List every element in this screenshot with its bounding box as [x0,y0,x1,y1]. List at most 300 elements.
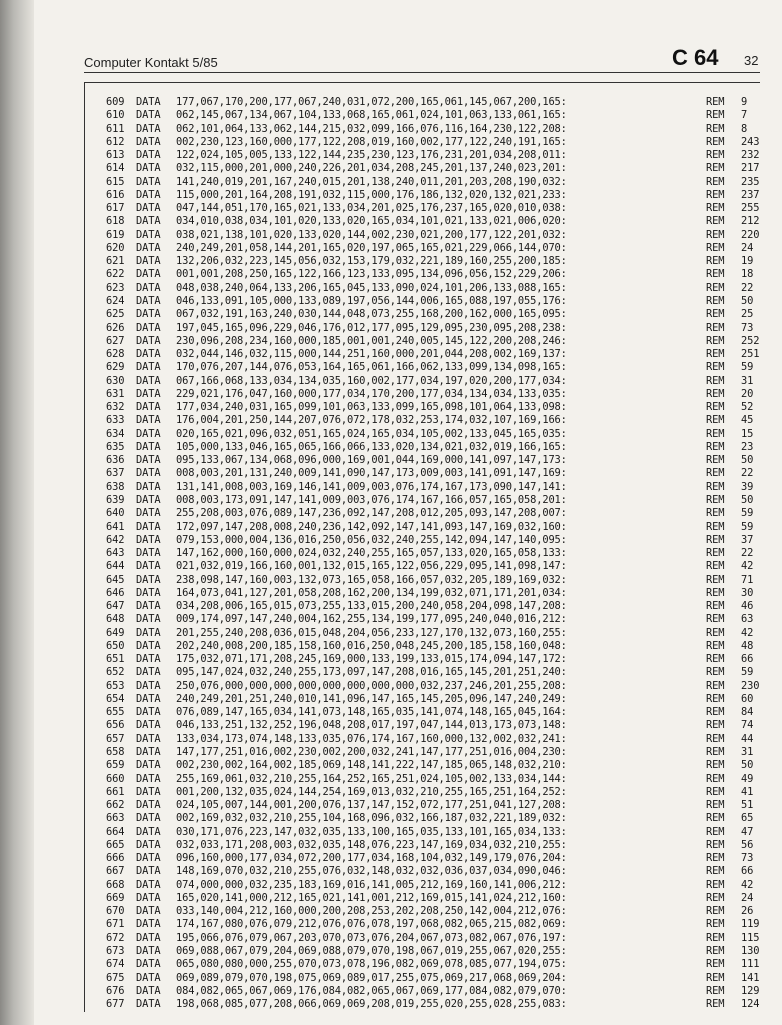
data-values: 177,034,240,031,165,099,101,063,133,099,165,098,101,064,133,098: [176,401,567,414]
data-keyword: DATA [136,891,161,904]
data-keyword: DATA [136,135,161,148]
line-number: 646 [106,586,125,599]
line-number: 635 [106,440,125,453]
checksum: 252 [741,334,760,347]
data-keyword: DATA [136,348,161,361]
line-number: 634 [106,427,125,440]
line-number: 650 [106,639,125,652]
checksum: 47 [741,825,754,838]
rem-keyword: REM [706,852,725,865]
line-number: 670 [106,905,125,918]
data-keyword: DATA [136,666,161,679]
data-keyword: DATA [136,454,161,467]
checksum: 59 [741,666,754,679]
data-values: 095,133,067,134,068,096,000,169,001,044,169,000,141,097,147,173: [176,454,567,467]
listing-row [106,812,756,825]
line-number: 669 [106,891,125,904]
line-number: 653 [106,679,125,692]
checksum: 24 [741,891,754,904]
checksum: 25 [741,308,754,321]
checksum: 19 [741,255,754,268]
data-keyword: DATA [136,361,161,374]
data-values: 229,021,176,047,160,000,177,034,170,200,177,034,134,034,133,035: [176,387,567,400]
listing-row [106,109,756,122]
rem-keyword: REM [706,547,725,560]
rem-keyword: REM [706,321,725,334]
data-keyword: DATA [136,958,161,971]
page-number: 32 [744,53,759,68]
line-number: 660 [106,772,125,785]
data-values: 095,147,024,032,240,255,173,097,147,208,016,165,145,201,251,240: [176,666,567,679]
data-keyword: DATA [136,905,161,918]
listing-row [106,334,760,348]
rem-keyword: REM [706,202,725,215]
data-keyword: DATA [136,401,161,414]
checksum: 30 [741,586,754,599]
line-number: 662 [106,799,125,812]
data-values: 065,080,080,000,255,070,073,078,196,082,069,078,085,077,194,075: [176,958,567,971]
data-values: 202,240,008,200,185,158,160,016,250,048,245,200,185,158,160,048: [176,639,567,652]
checksum: 66 [741,865,754,878]
checksum: 129 [741,984,760,997]
checksum: 111 [741,958,760,971]
line-number: 618 [106,215,125,228]
rem-keyword: REM [706,414,725,427]
data-values: 002,230,002,164,002,185,069,148,141,222,147,185,065,148,032,210: [176,759,567,772]
line-number: 610 [106,109,125,122]
listing-row [106,375,756,388]
listing-row [106,228,760,242]
checksum: 65 [741,812,754,825]
rem-keyword: REM [706,945,725,957]
rem-keyword: REM [706,600,725,613]
listing-row [106,600,756,613]
data-keyword: DATA [136,586,161,599]
listing-row [106,574,756,587]
section-label: C 64 [672,45,719,70]
listing-row [106,799,756,812]
rem-keyword: REM [706,507,725,520]
data-values: 021,032,019,166,160,001,132,015,165,122,056,229,095,141,098,147: [176,560,567,573]
data-keyword: DATA [136,918,161,931]
checksum: 59 [741,361,754,374]
listing-row [106,494,756,507]
line-number: 671 [106,918,125,931]
checksum: 217 [741,162,760,175]
listing-row [106,188,760,202]
data-keyword: DATA [136,241,161,254]
data-keyword: DATA [136,785,161,798]
line-number: 672 [106,931,125,944]
data-keyword: DATA [136,573,161,586]
data-keyword: DATA [136,719,161,732]
listing-row [106,467,756,480]
checksum: 60 [741,692,754,705]
data-keyword: DATA [136,202,161,215]
page-header [84,45,764,73]
checksum: 18 [741,268,754,281]
listing-row [106,879,756,892]
rem-keyword: REM [706,387,725,400]
rem-keyword: REM [706,692,725,705]
line-number: 658 [106,746,125,759]
data-keyword: DATA [136,387,161,400]
listing-row [106,746,756,759]
rem-keyword: REM [706,878,725,891]
line-number: 627 [106,334,125,347]
data-values: 165,020,141,000,212,165,021,141,001,212,169,015,141,024,212,160: [176,891,567,904]
checksum: 251 [741,348,760,361]
checksum: 243 [741,135,760,148]
rem-keyword: REM [706,732,725,745]
data-values: 198,068,085,077,208,066,069,069,208,019,255,020,255,028,255,083: [176,998,567,1011]
listing-row [106,255,756,268]
rem-keyword: REM [706,838,725,851]
checksum: 7 [741,109,748,122]
rem-keyword: REM [706,905,725,918]
data-keyword: DATA [136,971,161,984]
rem-keyword: REM [706,454,725,467]
listing-row [106,693,756,706]
data-values: 074,000,000,032,235,183,169,016,141,005,212,169,160,141,006,212: [176,878,567,891]
rem-keyword: REM [706,268,725,281]
data-keyword: DATA [136,825,161,838]
rem-keyword: REM [706,228,725,241]
data-values: 069,089,079,070,198,075,069,089,017,255,075,069,217,068,069,204: [176,971,567,984]
checksum: 56 [741,838,754,851]
line-number: 654 [106,692,125,705]
data-values: 001,200,132,035,024,144,254,169,013,032,210,255,165,251,164,252: [176,785,567,798]
line-number: 639 [106,493,125,506]
data-keyword: DATA [136,799,161,812]
data-keyword: DATA [136,374,161,387]
rem-keyword: REM [706,96,725,108]
line-number: 616 [106,188,125,201]
data-keyword: DATA [136,255,161,268]
data-keyword: DATA [136,268,161,281]
data-keyword: DATA [136,480,161,493]
rem-keyword: REM [706,971,725,984]
data-keyword: DATA [136,440,161,453]
data-values: 032,033,171,208,003,032,035,148,076,223,147,169,034,032,210,255: [176,838,567,851]
rem-keyword: REM [706,467,725,480]
listing-row [106,984,760,998]
checksum: 46 [741,600,754,613]
line-number: 640 [106,507,125,520]
data-values: 170,076,207,144,076,053,164,165,061,166,062,133,099,134,098,165: [176,361,567,374]
rem-keyword: REM [706,149,725,162]
line-number: 624 [106,294,125,307]
data-values: 176,004,201,250,144,207,076,072,178,032,253,174,032,107,169,166: [176,414,567,427]
data-values: 076,089,147,165,034,141,073,148,165,035,141,074,148,165,045,164: [176,706,567,719]
checksum: 119 [741,918,760,931]
page-binding-shadow [0,0,34,1025]
data-values: 255,208,003,076,089,147,236,092,147,208,012,205,093,147,208,007: [176,507,567,520]
line-number: 614 [106,162,125,175]
data-values: 033,140,004,212,160,000,200,208,253,202,208,250,142,004,212,076: [176,905,567,918]
data-values: 032,115,000,201,000,240,226,201,034,208,245,201,137,240,023,201: [176,162,567,175]
data-keyword: DATA [136,706,161,719]
checksum: 42 [741,626,754,639]
data-keyword: DATA [136,96,161,108]
data-keyword: DATA [136,692,161,705]
data-keyword: DATA [136,613,161,626]
data-keyword: DATA [136,732,161,745]
line-number: 621 [106,255,125,268]
data-values: 164,073,041,127,201,058,208,162,200,134,199,032,071,171,201,034: [176,586,567,599]
listing-row [106,998,760,1011]
data-keyword: DATA [136,865,161,878]
data-keyword: DATA [136,321,161,334]
checksum: 230 [741,679,760,692]
checksum: 220 [741,228,760,241]
data-values: 062,145,067,134,067,104,133,068,165,061,024,101,063,133,061,165: [176,109,567,122]
line-number: 675 [106,971,125,984]
listing-row [106,242,756,255]
checksum: 31 [741,374,754,387]
rem-keyword: REM [706,480,725,493]
checksum: 26 [741,905,754,918]
data-keyword: DATA [136,626,161,639]
rem-keyword: REM [706,706,725,719]
line-number: 674 [106,958,125,971]
data-values: 079,153,000,004,136,016,250,056,032,240,255,142,094,147,140,095: [176,533,567,546]
line-number: 644 [106,560,125,573]
data-keyword: DATA [136,759,161,772]
line-number: 619 [106,228,125,241]
line-number: 659 [106,759,125,772]
header-rule [84,72,760,73]
listing-row [106,640,756,653]
listing-row [106,892,756,905]
data-values: 047,144,051,170,165,021,133,034,201,025,176,237,165,020,010,038: [176,202,567,215]
checksum: 9 [741,96,748,108]
listing-row [106,786,756,799]
rem-keyword: REM [706,294,725,307]
checksum: 39 [741,480,754,493]
checksum: 8 [741,122,748,135]
listing-row [106,454,756,467]
rem-keyword: REM [706,613,725,626]
listing-row [106,839,756,852]
data-values: 201,255,240,208,036,015,048,204,056,233,127,170,132,073,160,255: [176,626,567,639]
checksum: 20 [741,387,754,400]
line-number: 615 [106,175,125,188]
data-keyword: DATA [136,308,161,321]
rem-keyword: REM [706,984,725,997]
listing-row [106,401,756,414]
rem-keyword: REM [706,188,725,201]
data-keyword: DATA [136,228,161,241]
data-keyword: DATA [136,533,161,546]
rem-keyword: REM [706,998,725,1011]
listing-row [106,918,760,931]
data-keyword: DATA [136,493,161,506]
line-number: 617 [106,202,125,215]
checksum: 115 [741,931,760,944]
data-keyword: DATA [136,109,161,122]
line-number: 636 [106,454,125,467]
listing-row [106,653,756,666]
data-keyword: DATA [136,679,161,692]
checksum: 50 [741,454,754,467]
rem-keyword: REM [706,560,725,573]
listing-row [106,971,760,985]
listing-row [106,826,756,839]
checksum: 52 [741,401,754,414]
data-keyword: DATA [136,838,161,851]
listing-row [106,441,756,454]
rem-keyword: REM [706,958,725,971]
rem-keyword: REM [706,679,725,692]
line-number: 626 [106,321,125,334]
line-number: 633 [106,414,125,427]
line-number: 643 [106,547,125,560]
data-values: 062,101,064,133,062,144,215,032,099,166,076,116,164,230,122,208: [176,122,567,135]
checksum: 50 [741,493,754,506]
data-values: 096,160,000,177,034,072,200,177,034,168,104,032,149,179,076,204: [176,852,567,865]
listing-row [106,308,756,321]
rem-keyword: REM [706,865,725,878]
listing-row [106,175,760,189]
line-number: 667 [106,865,125,878]
listing-row [106,414,756,427]
data-values: 046,133,251,132,252,196,048,208,017,197,047,144,013,173,073,148: [176,719,567,732]
rem-keyword: REM [706,772,725,785]
rem-keyword: REM [706,308,725,321]
data-keyword: DATA [136,427,161,440]
checksum: 84 [741,706,754,719]
listing-row [106,679,760,693]
checksum: 141 [741,971,760,984]
data-keyword: DATA [136,560,161,573]
data-values: 034,208,006,165,015,073,255,133,015,200,240,058,204,098,147,208: [176,600,567,613]
checksum: 50 [741,759,754,772]
line-number: 629 [106,361,125,374]
rem-keyword: REM [706,573,725,586]
data-values: 009,174,097,147,240,004,162,255,134,199,177,095,240,040,016,212: [176,613,567,626]
data-keyword: DATA [136,746,161,759]
data-values: 067,166,068,133,034,134,035,160,002,177,034,197,020,200,177,034: [176,374,567,387]
checksum: 212 [741,215,760,228]
data-keyword: DATA [136,878,161,891]
line-number: 661 [106,785,125,798]
line-number: 665 [106,838,125,851]
data-keyword: DATA [136,188,161,201]
line-number: 632 [106,401,125,414]
listing-row [106,215,760,228]
rem-keyword: REM [706,334,725,347]
line-number: 655 [106,706,125,719]
listing-row [106,773,756,786]
checksum: 23 [741,440,754,453]
rem-keyword: REM [706,626,725,639]
checksum: 51 [741,799,754,812]
data-values: 001,001,208,250,165,122,166,123,133,095,134,096,056,152,229,206: [176,268,567,281]
listing-row [106,759,756,772]
line-number: 677 [106,998,125,1011]
data-keyword: DATA [136,931,161,944]
data-values: 030,171,076,223,147,032,035,133,100,165,035,133,101,165,034,133: [176,825,567,838]
data-values: 034,010,038,034,101,020,133,020,165,034,101,021,133,021,006,020: [176,215,567,228]
rem-keyword: REM [706,520,725,533]
rem-keyword: REM [706,135,725,148]
checksum: 45 [741,414,754,427]
listing-row [106,268,756,281]
data-values: 132,206,032,223,145,056,032,153,179,032,221,189,160,255,200,185: [176,255,567,268]
rem-keyword: REM [706,759,725,772]
line-number: 625 [106,308,125,321]
data-values: 230,096,208,234,160,000,185,001,001,240,005,145,122,200,208,246: [176,334,567,347]
data-values: 197,045,165,096,229,046,176,012,177,095,129,095,230,095,208,238: [176,321,567,334]
rem-keyword: REM [706,175,725,188]
data-keyword: DATA [136,984,161,997]
rem-keyword: REM [706,427,725,440]
data-values: 240,249,201,058,144,201,165,020,197,065,165,021,229,066,144,070: [176,241,567,254]
rem-keyword: REM [706,122,725,135]
checksum: 74 [741,719,754,732]
basic-listing [106,96,760,1011]
line-number: 613 [106,149,125,162]
checksum: 42 [741,560,754,573]
data-keyword: DATA [136,294,161,307]
rem-keyword: REM [706,639,725,652]
rem-keyword: REM [706,241,725,254]
data-values: 038,021,138,101,020,133,020,144,002,230,021,200,177,122,201,032: [176,228,567,241]
data-values: 175,032,071,171,208,245,169,000,133,199,133,015,174,094,147,172: [176,653,567,666]
data-values: 131,141,008,003,169,146,141,009,003,076,174,167,173,090,147,141: [176,480,567,493]
checksum: 31 [741,746,754,759]
data-values: 172,097,147,208,008,240,236,142,092,147,141,093,147,169,032,160: [176,520,567,533]
checksum: 42 [741,878,754,891]
data-keyword: DATA [136,507,161,520]
line-number: 648 [106,613,125,626]
data-keyword: DATA [136,945,161,957]
line-number: 620 [106,241,125,254]
data-values: 067,032,191,163,240,030,144,048,073,255,168,200,162,000,165,095: [176,308,567,321]
checksum: 59 [741,520,754,533]
checksum: 22 [741,467,754,480]
line-number: 638 [106,480,125,493]
data-values: 238,098,147,160,003,132,073,165,058,166,057,032,205,189,169,032: [176,573,567,586]
rem-keyword: REM [706,653,725,666]
data-keyword: DATA [136,772,161,785]
checksum: 24 [741,241,754,254]
listing-row [106,481,756,494]
rem-keyword: REM [706,162,725,175]
data-values: 195,066,076,079,067,203,070,073,076,204,067,073,082,067,076,197: [176,931,567,944]
rem-keyword: REM [706,918,725,931]
checksum: 130 [741,945,760,957]
line-number: 609 [106,96,125,108]
line-number: 623 [106,281,125,294]
data-keyword: DATA [136,149,161,162]
line-number: 664 [106,825,125,838]
listing-row [106,96,756,109]
data-values: 046,133,091,105,000,133,089,197,056,144,006,165,088,197,055,176: [176,294,567,307]
listing-row [106,852,756,865]
data-values: 002,230,123,160,000,177,122,208,019,160,002,177,122,240,191,165: [176,135,567,148]
listing-row [106,958,760,971]
checksum: 37 [741,533,754,546]
checksum: 71 [741,573,754,586]
line-number: 637 [106,467,125,480]
data-values: 002,169,032,032,210,255,104,168,096,032,166,187,032,221,189,032: [176,812,567,825]
line-number: 676 [106,984,125,997]
rem-keyword: REM [706,109,725,122]
line-number: 647 [106,600,125,613]
data-values: 008,003,173,091,147,141,009,003,076,174,167,166,057,165,058,201: [176,493,567,506]
